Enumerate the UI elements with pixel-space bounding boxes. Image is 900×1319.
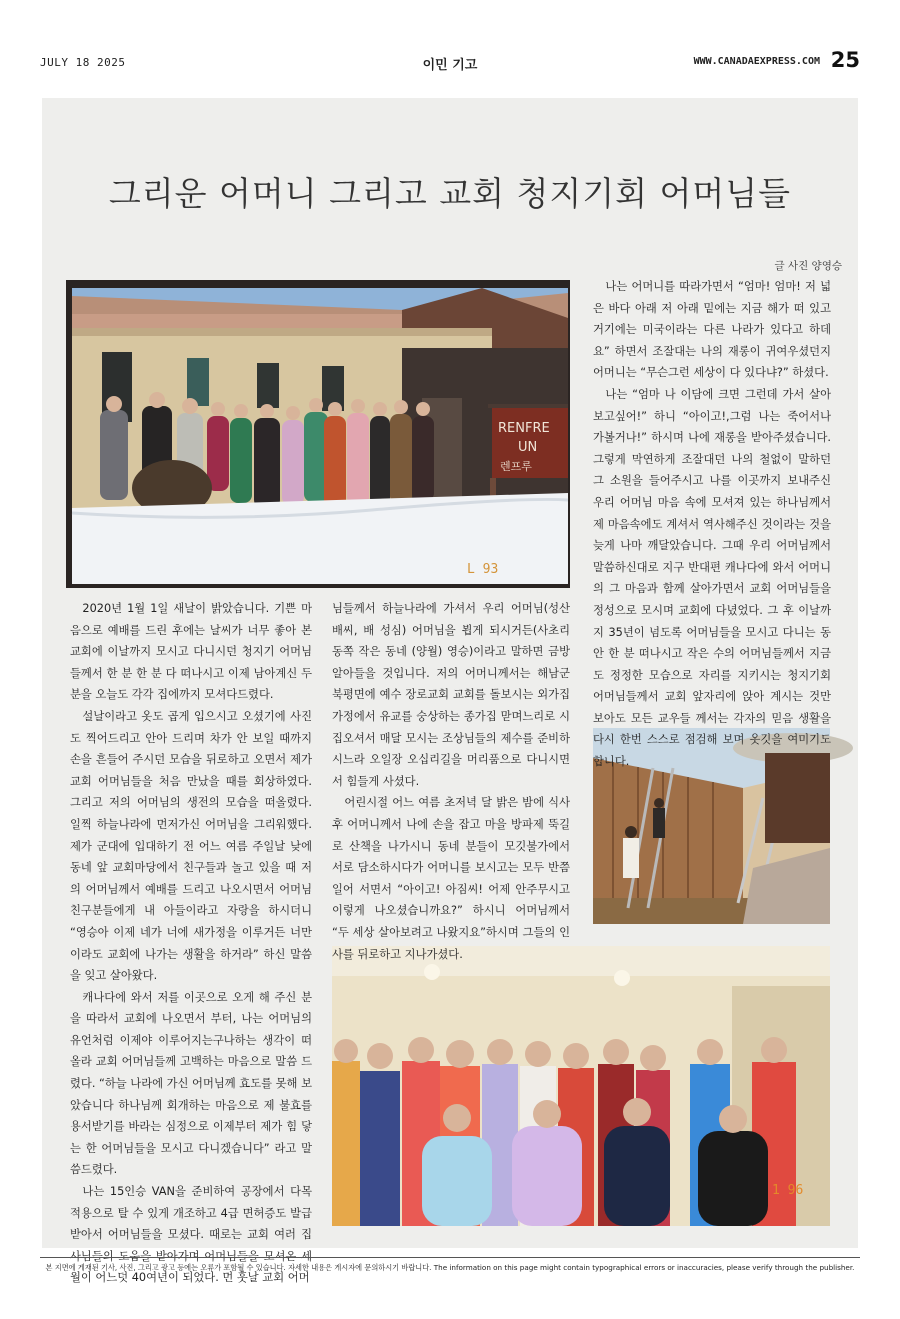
page-number: 25 — [830, 48, 860, 72]
sign-text-top: RENFRE — [498, 421, 550, 436]
paragraph: 설날이라고 옷도 곱게 입으시고 오셨기에 사진도 찍어드리고 안아 드리며 차가 안 보일 때까지 손을 흔들어 주시던 모습을 뒤로하고 오면서 제가 교회 어머님들을 처음 만났을 때를 회상하였다. 그리고 저의 어머님의 생전의 모습을 떠올렸다. 일찍 하늘나라에 먼저가신 어머님을 그리워했다. 제가 군대에 입대하기 전 어느 여름 주일날 낮에 동네 앞 교회마당에서 친구들과 놀고 있을 때 저의 어머님께서 예배를 드리고 나오시면서 어머님 친구분들에게 내 아들이라고 자랑을 하시더니 “영승아 이제 네가 너에 새가정을 이루거든 너만이라도 교회에 나가는 생활을 하거라” 하신 말씀을 잊고 살아왔다. — [70, 709, 312, 983]
paragraph: 나는 어머니를 따라가면서 “엄마! 엄마! 저 넓은 바다 아래 저 아래 밑에는 지금 해가 떠 있고 거기에는 미국이라는 다른 나라가 있다고 하데요” 하면서 조잘대는 나의 재롱이 귀여우셨던지 어머니는 “무슨그런 세상이 다 있다냐?” 하셨다. — [593, 280, 831, 380]
photo-date-stamp: L 93 — [467, 562, 499, 577]
article-column-3 — [593, 276, 831, 769]
article-title: 그리운 어머니 그리고 교회 청지기회 어머님들 — [108, 174, 792, 213]
article-byline: 글 사진 양영승 — [774, 260, 842, 272]
photo-date-stamp-indoor: 1 96 — [772, 1183, 804, 1198]
issue-date: JULY 18 2025 — [40, 56, 126, 69]
paragraph: 나는 “엄마 나 이담에 크면 그런데 가서 살아보고싶어!” 하니 “아이고!,그럼 나는 죽어서나 가볼거나!” 하시며 나에 재롱을 받아주셨습니다. 그렇게 막연하게 조잘대던 나의 철없이 말하던 그 소원을 들어주시고 나를 이곳까지 보내주신 우리 어머님 마음 속에 모셔져 있는 하나님께서 제 마음속에도 계셔서 역사해주신 것이라는 것을 늦게 나마 깨달았습니다. 그때 우리 어머님께서 말씀하신대로 지구 반대편 캐나다에 와서 어머니의 그 마음과 함께 살아가면서 교회 어머님들을 정성으로 모시며 교회에 다녔었다. 그 후 이날까지 35년이 넘도록 어머님들을 모시고 다니는 동안 한 분 떠나시고 작은 수의 어머님들께서 지금도 정정한 모습으로 자리를 지키시는 청지기회 어머님들께서 교회 앞자리에 앉아 계시는 것만 보아도 모든 교우들 께서는 각자의 믿음 생활을 다시 한번 스스로 점검해 보며 옷깃을 여미기도 합니다. — [593, 387, 831, 769]
paragraph: 나는 15인승 VAN을 준비하여 공장에서 다목적용으로 탈 수 있게 개조하고 4급 면허증도 발급받아서 어머님들을 모셨다. 때로는 교회 여러 집 월이 어느덧 40여년이 되었다. 먼 훗날 교회 어머 — [70, 1185, 312, 1285]
section-name: 이민 기고 — [422, 58, 478, 73]
paragraph: 님들께서 하늘나라에 가셔서 우리 어머님(성산 배씨, 배 성심) 어머님을 뵙게 되시거든(사초리 동쪽 작은 동네 (양월) 영승)이라고 말하면 금방 알아들을 것입니다. 저의 어머니께서는 해남군 북평면에 예수 장로교회 교회를 돌보시는 외가집 가정에서 유교를 숭상하는 종가집 맏며느리로 시집오셔서 매달 모시는 조상님들의 제수를 준비하시느라 오일장 오십리길을 머리품으로 다니시면서 힘들게 사셨다. — [332, 602, 570, 788]
indoor-group-photo — [332, 946, 830, 1226]
article-column-2 — [332, 598, 570, 961]
sign-text-mid: UN — [518, 440, 538, 455]
church-group-illustration — [72, 288, 568, 584]
footer-disclaimer: 본 지면에 게재된 기사, 사진, 그리고 광고 등에는 오류가 포함될 수 있습니다. 자세한 내용은 게시자에 문의하시기 바랍니다. The information on this page might contain typographical errors or inaccuracies, please verify through the publisher. — [45, 1263, 855, 1272]
paragraph: 2020년 1월 1일 새날이 밝았습니다. 기쁜 마음으로 예배를 드린 후에는 날씨가 너무 좋아 본 교회에 이날까지 모시고 다니시던 청지기 어머님들께서 한 분 한 분 다 떠나시고 이제 남아계신 두 분을 오늘도 각각 집에까지 모셔다드렸다. — [70, 602, 312, 702]
paragraph: 캐나다에 와서 저를 이곳으로 오게 해 주신 분을 따라서 교회에 나오면서 부터, 나는 어머님의 유언처럼 이제야 이루어지는구나하는 생각이 떠올라 교회 어머님들께 고백하는 마음으로 말씀 드렸다. “하늘 나라에 가신 어머님께 효도를 못해 보았습니다 하나님께 회개하는 마음으로 제 불효를 용서받기를 바라는 심정으로 이제부터 제가 힘 닿는 한 어머님들을 모시고 다니겠습니다” 라고 말씀드렸다. — [70, 990, 312, 1177]
paragraph: 어린시절 어느 여름 초저녁 달 밝은 밤에 식사 후 어머니께서 나에 손을 잡고 마을 방파제 뚝길로 산책을 나가시니 동네 분들이 모깃불가에서 서로 담소하시다가 어머니를 보시고는 모두 반쯤 일어 서면서 “아이고! 아짐씨! 어제 안주무시고 이렇게 나오셨습니까요?” 하시니 어머님께서 “두 세상 살아보려고 나왔지요”하시며 그들의 인사를 뒤로하고 지나가셨다. — [332, 796, 570, 961]
sign-text-korean: 렌프루 — [500, 460, 532, 473]
footer-divider — [40, 1257, 860, 1258]
page-header — [40, 48, 860, 80]
church-group-photo — [72, 288, 568, 584]
indoor-group-illustration — [332, 946, 830, 1226]
website-url: WWW.CANADAEXPRESS.COM — [693, 56, 820, 67]
article-column-1 — [70, 598, 312, 1285]
